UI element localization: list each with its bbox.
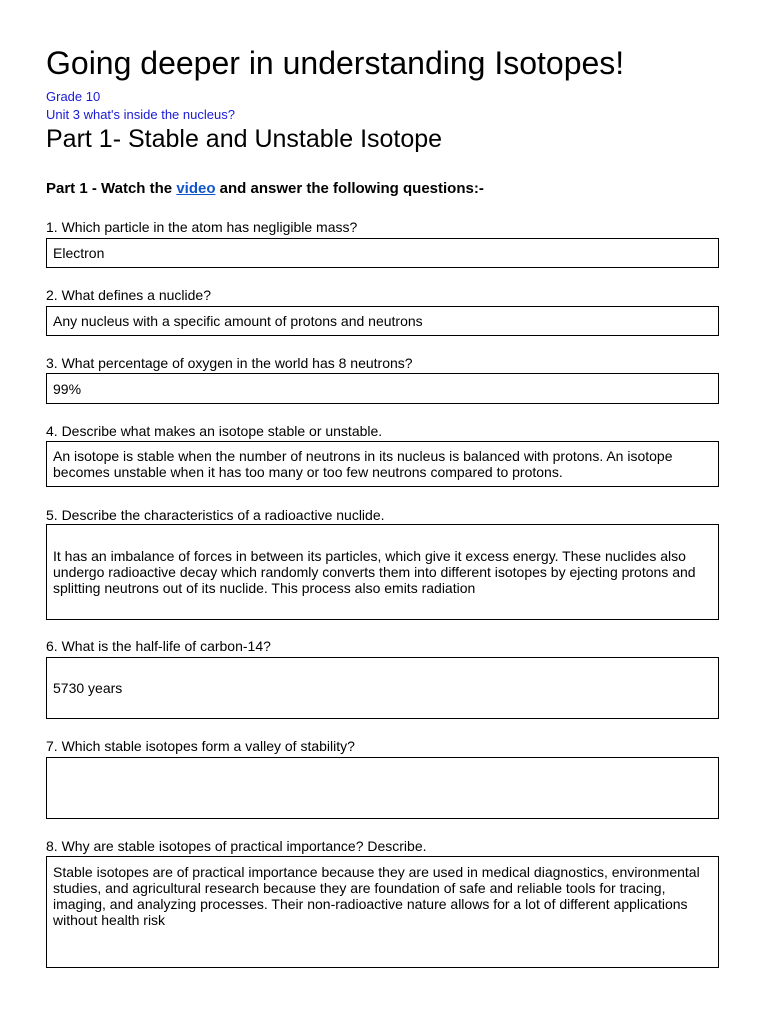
instructions [46, 180, 484, 198]
answer-text-6: 5730 years [53, 680, 123, 696]
instructions-prefix: Part 1 - Watch the [46, 180, 177, 197]
instructions-suffix: and answer the following questions:- [215, 180, 484, 197]
question-7: 7. Which stable isotopes form a valley of stability? [46, 738, 355, 754]
answer-box-5[interactable] [46, 524, 719, 620]
answer-text-2: Any nucleus with a specific amount of protons and neutrons [53, 313, 423, 329]
answer-text-8: Stable isotopes are of practical importance because they are used in medical diagnostics, environmental studies, and agricultural research because they are foundation of safe and reliable tools for tracing, imaging, and analyzing processes. Their non-radioactive nature allows for a lot of different applications without health risk [53, 864, 700, 928]
question-5: 5. Describe the characteristics of a radioactive nuclide. [46, 507, 385, 523]
grade-label: Grade 10 [46, 89, 101, 104]
document-title: Going deeper in understanding Isotopes! [46, 45, 625, 81]
answer-box-8[interactable] [46, 856, 719, 968]
part-heading: Part 1- Stable and Unstable Isotope [46, 125, 443, 153]
question-8: 8. Why are stable isotopes of practical importance? Describe. [46, 838, 427, 854]
question-2: 2. What defines a nuclide? [46, 287, 211, 303]
answer-box-1[interactable] [46, 238, 719, 268]
answer-box-3[interactable] [46, 373, 719, 404]
answer-text-5: It has an imbalance of forces in between its particles, which give it excess energy. These nuclides also undergo radioactive decay which randomly converts them into different isotopes by ejecting protons and splitting neutrons out of its nuclide. This process also emits radiation [53, 548, 696, 596]
answer-box-6[interactable] [46, 657, 719, 719]
answer-box-2[interactable] [46, 306, 719, 336]
question-4: 4. Describe what makes an isotope stable or unstable. [46, 423, 383, 439]
question-6: 6. What is the half-life of carbon-14? [46, 638, 271, 654]
answer-text-4: An isotope is stable when the number of neutrons in its nucleus is balanced with protons. An isotope becomes unstable when it has too many or too few neutrons compared to protons. [53, 448, 673, 480]
answer-box-7[interactable] [46, 757, 719, 819]
question-1: 1. Which particle in the atom has negligible mass? [46, 219, 358, 235]
video-link[interactable]: video [176, 180, 216, 197]
answer-text-3: 99% [53, 380, 82, 397]
answer-text-1: Electron [53, 245, 105, 261]
unit-label: Unit 3 what's inside the nucleus? [46, 107, 235, 122]
answer-box-4[interactable] [46, 441, 719, 487]
question-3: 3. What percentage of oxygen in the world has 8 neutrons? [46, 355, 413, 371]
